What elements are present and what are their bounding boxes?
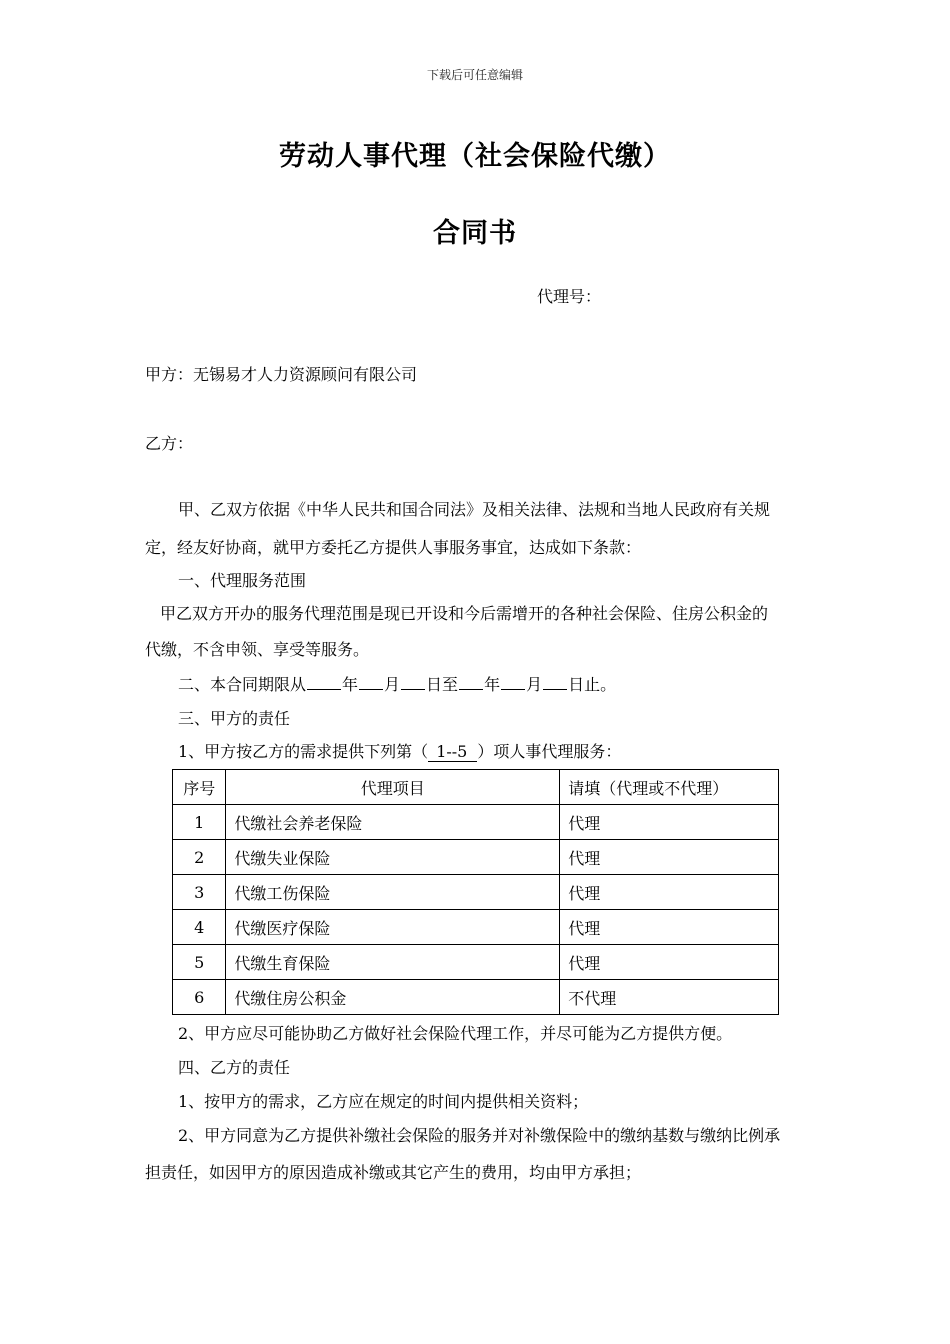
row-item: 代缴住房公积金 [226,980,560,1015]
service-range-value: 1--5 [428,743,477,762]
intro-line-2: 定，经友好协商，就甲方委托乙方提供人事服务事宜，达成如下条款： [145,538,642,557]
term-prefix: 二、本合同期限从 [178,675,307,694]
party-b: 乙方： [145,434,194,453]
intro-line-1: 甲、乙双方依据《中华人民共和国合同法》及相关法律、法规和当地人民政府有关规 [178,500,771,519]
document-title: 劳动人事代理（社会保险代缴） [279,141,671,172]
row-no: 1 [173,805,226,840]
term-year-1: 年 [342,675,359,694]
item-1-suffix: ）项人事代理服务： [477,742,622,761]
section-3-heading: 三、甲方的责任 [178,709,291,728]
table-row [173,910,779,945]
row-choice[interactable]: 代理 [560,840,779,875]
document-subtitle: 合同书 [433,218,517,249]
section-4-item-1: 1、按甲方的需求，乙方应在规定的时间内提供相关资料； [178,1092,589,1111]
blank-start-day[interactable] [401,673,425,690]
row-choice[interactable]: 代理 [560,945,779,980]
row-choice[interactable]: 代理 [560,875,779,910]
section-1-line-2: 代缴，不含申领、享受等服务。 [145,640,370,659]
agency-number-label: 代理号： [537,287,602,306]
section-1-line-1: 甲乙双方开办的服务代理范围是现已开设和今后需增开的各种社会保险、住房公积金的 [160,604,769,623]
section-4-item-2-line-1: 2、甲方同意为乙方提供补缴社会保险的服务并对补缴保险中的缴纳基数与缴纳比例承 [178,1126,781,1145]
blank-end-month[interactable] [501,673,525,690]
table-row [173,840,779,875]
section-4-item-2-line-2: 担责任，如因甲方的原因造成补缴或其它产生的费用，均由甲方承担； [145,1163,642,1182]
row-no: 4 [173,910,226,945]
term-month-2: 月 [526,675,543,694]
row-no: 6 [173,980,226,1015]
section-2-term [178,672,616,695]
item-1-prefix: 1、甲方按乙方的需求提供下列第（ [178,742,429,761]
header-note: 下载后可任意编辑 [426,68,523,82]
blank-end-day[interactable] [543,673,567,690]
row-choice[interactable]: 不代理 [560,980,779,1015]
section-3-item-1 [178,739,621,762]
term-day-2: 日止。 [568,675,617,694]
table-row [173,875,779,910]
header-choice: 请填（代理或不代理） [560,770,779,805]
blank-start-year[interactable] [307,673,341,690]
row-no: 3 [173,875,226,910]
section-1-heading: 一、代理服务范围 [178,571,307,590]
row-item: 代缴工伤保险 [226,875,560,910]
term-month-1: 月 [384,675,401,694]
table-row [173,945,779,980]
header-item: 代理项目 [226,770,560,805]
party-a: 甲方：无锡易才人力资源顾问有限公司 [145,365,418,384]
header-no: 序号 [173,770,226,805]
row-choice[interactable]: 代理 [560,805,779,840]
section-3-item-2: 2、甲方应尽可能协助乙方做好社会保险代理工作，并尽可能为乙方提供方便。 [178,1024,733,1043]
row-item: 代缴失业保险 [226,840,560,875]
term-day-1: 日至 [426,675,459,694]
section-4-heading: 四、乙方的责任 [178,1058,291,1077]
table-row [173,805,779,840]
row-item: 代缴生育保险 [226,945,560,980]
row-no: 5 [173,945,226,980]
blank-end-year[interactable] [459,673,483,690]
row-choice[interactable]: 代理 [560,910,779,945]
term-year-2: 年 [484,675,501,694]
blank-start-month[interactable] [359,673,383,690]
table-row [173,980,779,1015]
service-table [172,769,779,1015]
row-no: 2 [173,840,226,875]
table-header-row [173,770,779,805]
row-item: 代缴社会养老保险 [226,805,560,840]
row-item: 代缴医疗保险 [226,910,560,945]
